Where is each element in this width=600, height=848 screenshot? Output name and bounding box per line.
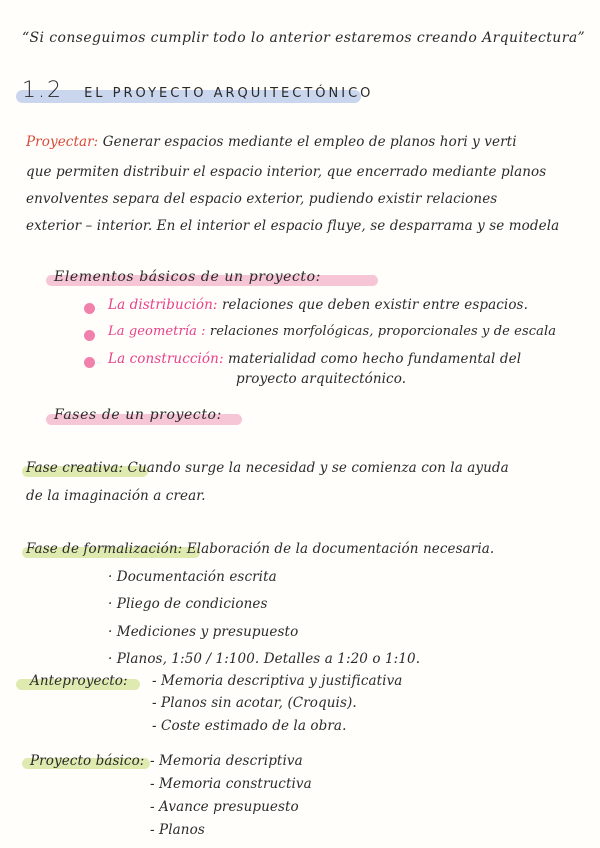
fase-creativa-line-2: de la imaginación a crear. xyxy=(26,488,206,504)
formalizacion-item: · Pliego de condiciones xyxy=(108,596,268,612)
definition-line-4: exterior – interior. En el interior el espacio fluye, se desparrama y se modela xyxy=(26,218,560,234)
bullet-icon xyxy=(84,357,95,368)
elemento-item-continuation: proyecto arquitectónico. xyxy=(236,371,407,387)
proyecto-basico-term: Proyecto básico: xyxy=(30,753,145,769)
section-heading: EL PROYECTO ARQUITECTÓNICO xyxy=(84,86,374,101)
bullet-icon xyxy=(84,303,95,314)
elemento-item: La geometría : relaciones morfológicas, proporcionales y de escala xyxy=(108,324,557,339)
definition-term: Proyectar: xyxy=(26,134,99,150)
section-title xyxy=(22,78,373,104)
elementos-heading: Elementos básicos de un proyecto: xyxy=(54,269,321,285)
proyecto-basico-item: - Avance presupuesto xyxy=(150,799,299,815)
definition-line-3: envolventes separa del espacio exterior, pudiendo existir relaciones xyxy=(26,191,498,207)
formalizacion-item: · Planos, 1:50 / 1:100. Detalles a 1:20 o 1:10. xyxy=(108,651,421,667)
fase-creativa-line-1: Fase creativa: Cuando surge la necesidad y se comienza con la ayuda xyxy=(26,460,509,476)
fase-formalizacion-term: Fase de formalización: xyxy=(26,541,183,557)
definition-line-2: que permiten distribuir el espacio interior, que encerrado mediante planos xyxy=(26,164,547,180)
anteproyecto-item: - Planos sin acotar, (Croquis). xyxy=(152,695,357,711)
proyecto-basico-item: - Memoria constructiva xyxy=(150,776,312,792)
fases-heading: Fases de un proyecto: xyxy=(54,407,222,423)
elemento-item: La construcción: materialidad como hecho fundamental del xyxy=(108,351,522,367)
formalizacion-item: · Mediciones y presupuesto xyxy=(108,624,299,640)
fase-creativa-term: Fase creativa: xyxy=(26,460,124,476)
anteproyecto-item: - Memoria descriptiva y justificativa xyxy=(152,673,403,689)
fase-formalizacion-line: Fase de formalización: Elaboración de la documentación necesaria. xyxy=(26,541,495,557)
definition-line-1: Proyectar: Generar espacios mediante el empleo de planos hori y verti xyxy=(26,134,517,150)
bullet-icon xyxy=(84,330,95,341)
proyecto-basico-item: - Planos xyxy=(150,822,205,838)
formalizacion-item: · Documentación escrita xyxy=(108,569,277,585)
section-number: 1.2 xyxy=(22,78,63,103)
quote: “Si conseguimos cumplir todo lo anterior estaremos creando Arquitectura” xyxy=(22,30,586,46)
anteproyecto-item: - Coste estimado de la obra. xyxy=(152,718,347,734)
elemento-item: La distribución: relaciones que deben existir entre espacios. xyxy=(108,297,528,313)
anteproyecto-term: Anteproyecto: xyxy=(30,673,128,689)
proyecto-basico-item: - Memoria descriptiva xyxy=(150,753,303,769)
